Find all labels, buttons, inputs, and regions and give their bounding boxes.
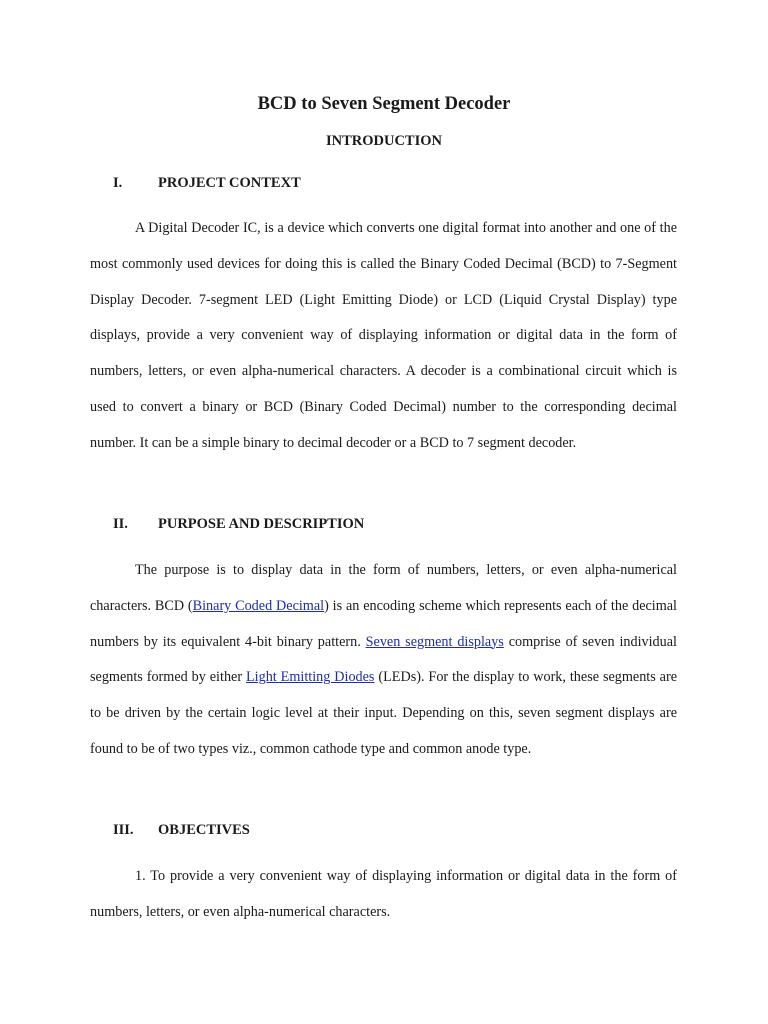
- document-title: BCD to Seven Segment Decoder: [257, 94, 511, 114]
- paragraph-text: (LEDs). For the display to work, these segments are to be driven by the certain logic level at their input. Depending on this, seven segment displays are found to be of two types viz., common cathode type and common anode type.: [90, 669, 677, 757]
- paragraph-text: ) is an encoding scheme which represents each of the decimal numbers by its equivalent 4-bit binary pattern.: [90, 597, 678, 650]
- link-light-emitting-diodes[interactable]: Light Emitting Diodes: [246, 669, 375, 686]
- section-paragraph-purpose-description: [90, 553, 677, 768]
- section-number: III.: [113, 822, 134, 838]
- link-binary-coded-decimal[interactable]: Binary Coded Decimal: [192, 597, 325, 614]
- section-heading-text: PROJECT CONTEXT: [158, 175, 301, 191]
- document-subtitle: INTRODUCTION: [325, 133, 442, 149]
- section-heading-text: OBJECTIVES: [158, 822, 250, 838]
- section-number: I.: [113, 175, 123, 191]
- section-paragraph-objectives: 1. To provide a very convenient way of displaying information or digital data in the form of numbers, letters, or even alpha-numerical characters.: [90, 868, 677, 920]
- section-number: II.: [113, 516, 128, 532]
- section-heading-objectives: [113, 822, 250, 839]
- paragraph-text: comprise of seven individual segments formed by either: [90, 633, 677, 686]
- link-seven-segment-displays[interactable]: Seven segment displays: [365, 633, 504, 650]
- section-heading-text: PURPOSE AND DESCRIPTION: [158, 516, 365, 532]
- section-heading-purpose-description: [113, 516, 364, 533]
- paragraph-text: The purpose is to display data in the form of numbers, letters, or even alpha-numerical characters. BCD (: [90, 562, 677, 614]
- section-paragraph-project-context: A Digital Decoder IC, is a device which converts one digital format into another and one of the most commonly used devices for doing this is called the Binary Coded Decimal (BCD) to 7-Segment Display Decoder. 7-segment LED (Light Emitting Diode) or LCD (Liquid Crystal Display) type displays, provide a very convenient way of displaying information or digital data in the form of numbers, letters, or even alpha-numerical characters. A decoder is a combinational circuit which is used to convert a binary or BCD (Binary Coded Decimal) number to the corresponding decimal number. It can be a simple binary to decimal decoder or a BCD to 7 segment decoder.: [90, 220, 677, 451]
- section-heading-project-context: [113, 175, 301, 192]
